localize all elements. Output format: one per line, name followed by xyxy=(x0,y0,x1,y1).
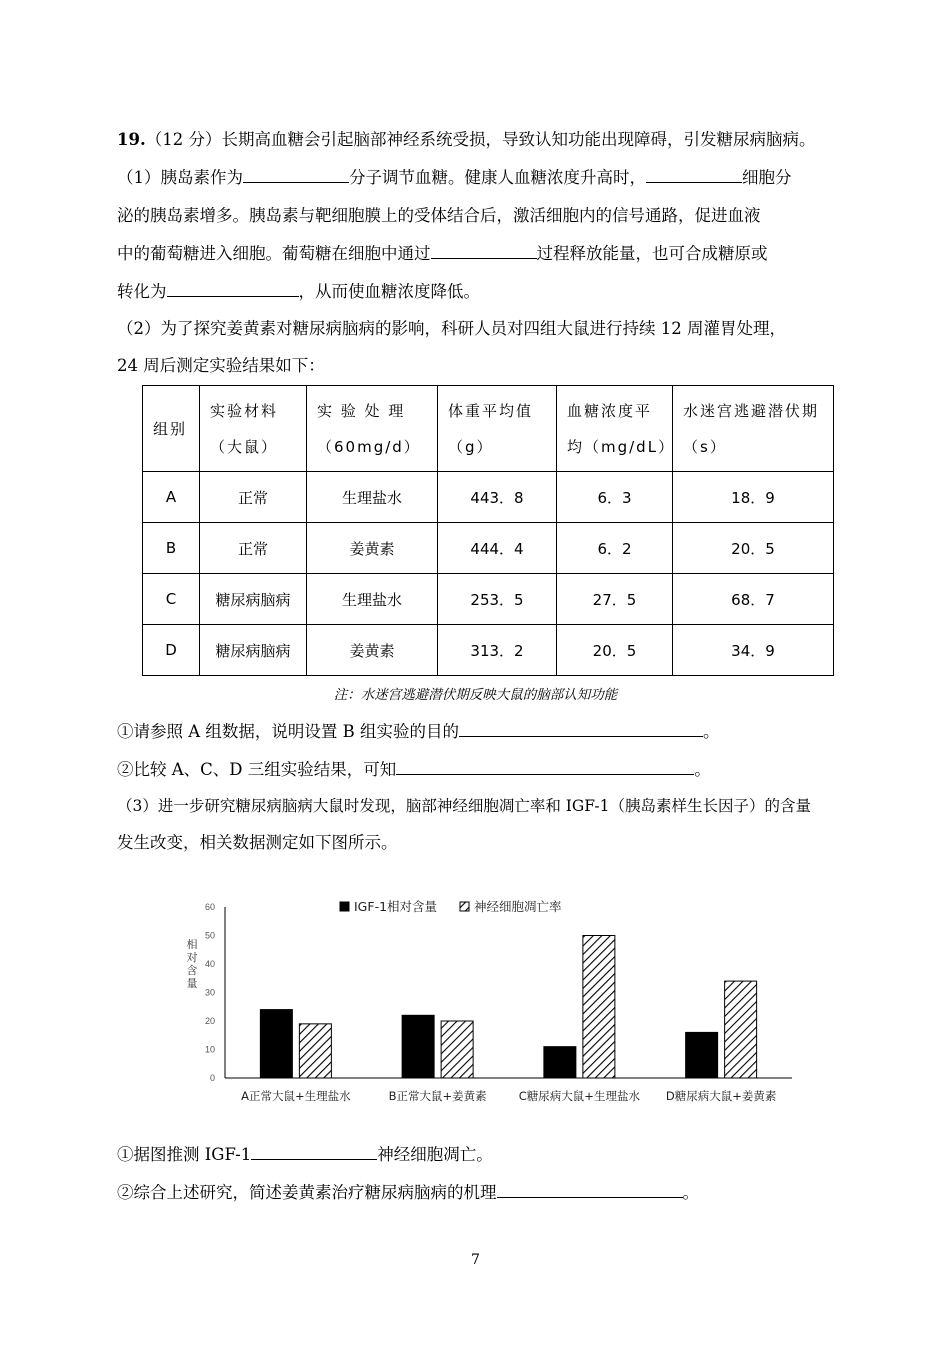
x-tick-label: C糖尿病大鼠+生理盐水 xyxy=(518,1089,640,1103)
subquestion-text: ②综合上述研究，简述姜黄素治疗糖尿病脑病的机理 xyxy=(117,1183,497,1202)
table-row xyxy=(143,523,834,574)
table-row xyxy=(143,574,834,625)
table-cell: 443．8 xyxy=(438,472,557,523)
table-cell: 68．7 xyxy=(673,574,834,625)
table-cell: 253．5 xyxy=(438,574,557,625)
bar-igf1 xyxy=(260,1010,292,1078)
y-axis-label-char: 量 xyxy=(186,977,198,990)
part1-line4 xyxy=(117,280,480,304)
answer-blank[interactable] xyxy=(459,720,703,737)
table-cell: 6．3 xyxy=(557,472,673,523)
table-cell: 34．9 xyxy=(673,625,834,676)
answer-blank[interactable] xyxy=(646,166,742,183)
bar-chart xyxy=(180,890,800,1120)
bar-apoptosis xyxy=(725,981,757,1078)
bar-igf1 xyxy=(402,1015,434,1078)
part2-line1: （2）为了探究姜黄素对糖尿病脑病的影响，科研人员对四组大鼠进行持续 12 周灌胃处理， xyxy=(117,319,786,338)
subquestion-text: ①请参照 A 组数据，说明设置 B 组实验的目的 xyxy=(117,722,460,741)
table-cell: 姜黄素 xyxy=(307,523,438,574)
bar-igf1 xyxy=(544,1047,576,1078)
table-cell: 正常 xyxy=(200,523,307,574)
part1-text: （1）胰岛素作为 xyxy=(117,168,243,187)
x-tick-label: A正常大鼠+生理盐水 xyxy=(241,1089,351,1103)
part1-text: 过程释放能量，也可合成糖原或 xyxy=(536,244,768,263)
bar-apoptosis xyxy=(299,1024,331,1078)
table-cell: B xyxy=(143,523,200,574)
legend-label: IGF-1相对含量 xyxy=(354,899,438,914)
table-note: 注：水迷宫逃避潜伏期反映大鼠的脑部认知功能 xyxy=(333,687,618,703)
legend-swatch xyxy=(460,902,469,911)
part1-text: 中的葡萄糖进入细胞。葡萄糖在细胞中通过 xyxy=(117,244,431,263)
y-axis-label-char: 相 xyxy=(186,938,198,951)
table-cell: 27．5 xyxy=(557,574,673,625)
bar-apoptosis xyxy=(441,1021,473,1078)
chart-legend xyxy=(340,899,562,914)
table-cell: 6．2 xyxy=(557,523,673,574)
subquestion-text: 。 xyxy=(703,722,720,741)
subquestion-3-1 xyxy=(117,1143,493,1167)
table-header-row xyxy=(143,386,834,472)
part1-text: 分子调节血糖。健康人血糖浓度升高时， xyxy=(349,168,646,187)
table-row xyxy=(143,472,834,523)
experiment-table xyxy=(142,385,834,676)
x-tick-label: B正常大鼠+姜黄素 xyxy=(388,1089,487,1103)
answer-blank[interactable] xyxy=(396,758,694,775)
table-cell: 444．4 xyxy=(438,523,557,574)
subquestion-text: 。 xyxy=(694,760,711,779)
page-number: 7 xyxy=(471,1252,480,1268)
y-tick-label: 60 xyxy=(204,902,215,912)
header-weight: 体重平均值 （g） xyxy=(438,386,557,472)
answer-blank[interactable] xyxy=(167,280,299,297)
table-cell: 姜黄素 xyxy=(307,625,438,676)
subquestion-2-1 xyxy=(117,720,720,744)
bar-apoptosis xyxy=(583,936,615,1079)
table-cell: 生理盐水 xyxy=(307,472,438,523)
part1-line1 xyxy=(117,166,792,190)
answer-blank[interactable] xyxy=(497,1181,683,1198)
part1-text: ，从而使血糖浓度降低。 xyxy=(298,282,480,301)
question-number: 19. xyxy=(117,130,146,149)
table-cell: C xyxy=(143,574,200,625)
table-cell: 20．5 xyxy=(557,625,673,676)
answer-blank[interactable] xyxy=(243,166,349,183)
part2-line2: 24 周后测定实验结果如下： xyxy=(117,356,325,375)
part1-line2: 泌的胰岛素增多。胰岛素与靶细胞膜上的受体结合后，激活细胞内的信号通路，促进血液 xyxy=(117,206,761,225)
header-glucose: 血糖浓度平 均（mg/dL） xyxy=(557,386,673,472)
table-cell: 糖尿病脑病 xyxy=(200,625,307,676)
question-intro xyxy=(117,128,815,152)
subquestion-3-2 xyxy=(117,1181,699,1205)
answer-blank[interactable] xyxy=(431,242,537,259)
part1-text: 细胞分 xyxy=(742,168,792,187)
legend-label: 神经细胞凋亡率 xyxy=(474,899,562,914)
header-latency: 水迷宫逃避潜伏期 （s） xyxy=(673,386,834,472)
y-tick-label: 40 xyxy=(204,959,215,969)
table-cell: 糖尿病脑病 xyxy=(200,574,307,625)
header-group: 组别 xyxy=(143,386,200,472)
y-tick-label: 50 xyxy=(204,930,215,941)
table-row xyxy=(143,625,834,676)
bar-igf1 xyxy=(686,1032,718,1078)
question-intro-text: （12 分）长期高血糖会引起脑部神经系统受损，导致认知功能出现障碍，引发糖尿病脑病。 xyxy=(145,130,816,149)
x-tick-label: D糖尿病大鼠+姜黄素 xyxy=(665,1089,777,1103)
y-tick-label: 20 xyxy=(204,1016,215,1026)
header-material: 实验材料 （大鼠） xyxy=(200,386,307,472)
table-cell: 生理盐水 xyxy=(307,574,438,625)
legend-swatch xyxy=(340,902,349,911)
table-cell: 正常 xyxy=(200,472,307,523)
part3-line2: 发生改变，相关数据测定如下图所示。 xyxy=(117,833,398,852)
table-cell: A xyxy=(143,472,200,523)
y-axis-label-char: 含 xyxy=(186,964,198,977)
part1-line3 xyxy=(117,242,768,266)
table-cell: D xyxy=(143,625,200,676)
y-tick-label: 0 xyxy=(209,1073,215,1083)
subquestion-text: ①据图推测 IGF-1 xyxy=(117,1145,252,1164)
subquestion-2-2 xyxy=(117,758,711,782)
answer-blank[interactable] xyxy=(251,1143,377,1160)
table-cell: 18．9 xyxy=(673,472,834,523)
y-tick-label: 10 xyxy=(204,1044,215,1055)
subquestion-text: 。 xyxy=(682,1183,699,1202)
y-axis-label-char: 对 xyxy=(186,951,198,964)
table-cell: 20．5 xyxy=(673,523,834,574)
header-treatment: 实 验 处 理 （60mg/d） xyxy=(307,386,438,472)
table-cell: 313．2 xyxy=(438,625,557,676)
part1-text: 转化为 xyxy=(117,282,167,301)
subquestion-text: 神经细胞凋亡。 xyxy=(377,1145,493,1164)
chart-bars xyxy=(260,936,756,1079)
part3-line1: （3）进一步研究糖尿病脑病大鼠时发现，脑部神经细胞凋亡率和 IGF-1（胰岛素样生长因子）的含量 xyxy=(117,797,811,815)
y-tick-label: 30 xyxy=(204,987,215,998)
subquestion-text: ②比较 A、C、D 三组实验结果，可知 xyxy=(117,760,397,779)
